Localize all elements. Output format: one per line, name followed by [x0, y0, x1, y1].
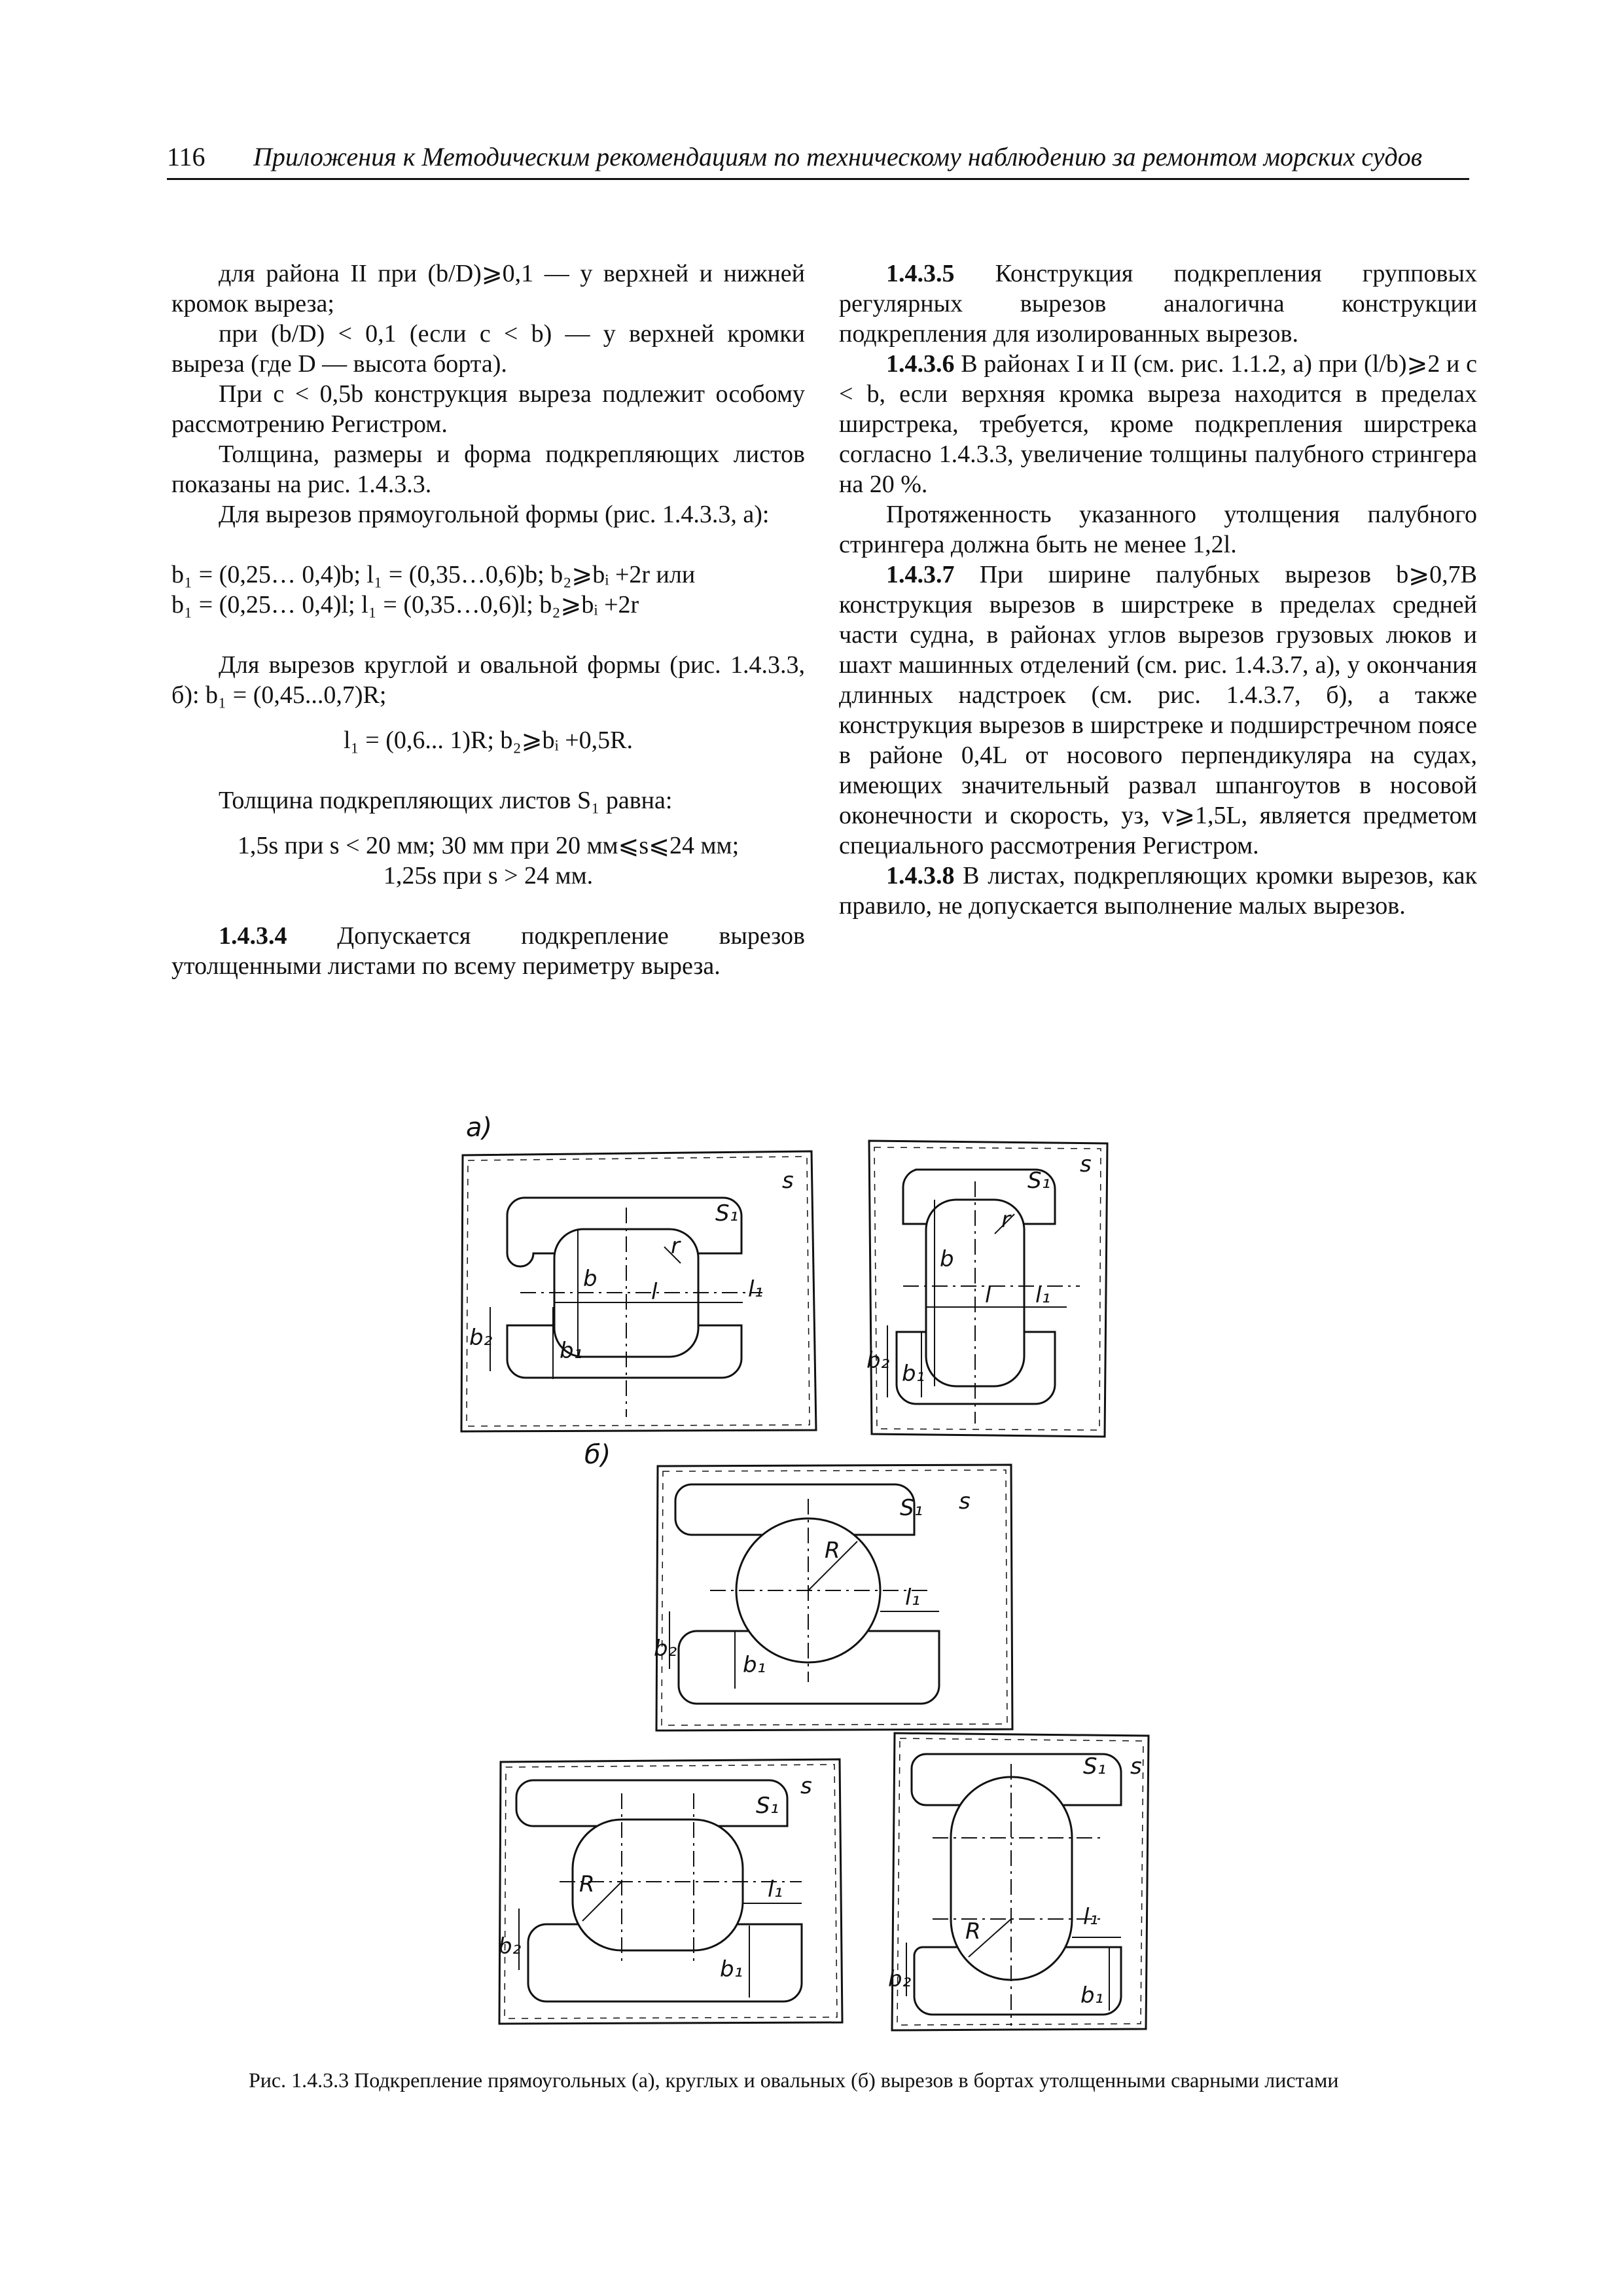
label-l: l — [651, 1279, 658, 1305]
paragraph: при (b/D) < 0,1 (если c < b) — у верхней кромки выреза (где D — высота борта). — [171, 320, 805, 378]
right-column — [839, 259, 1477, 921]
figure-a-rect-horizontal — [455, 1142, 821, 1437]
label-b1: b₁ — [1080, 1982, 1104, 2009]
formula: 1,25s при s > 24 мм. — [383, 862, 594, 889]
label-r: r — [1001, 1207, 1010, 1233]
label-s: s — [1130, 1753, 1142, 1780]
label-l1: l₁ — [748, 1276, 764, 1302]
section-number: 1.4.3.6 — [886, 350, 955, 378]
label-b2: b₂ — [654, 1636, 677, 1662]
paragraph: Для вырезов круглой и овальной формы (рис. 1.4.3.3, б): b₁ = (0,45...0,7)R; — [171, 651, 805, 709]
label-b: b — [940, 1246, 954, 1272]
label-l1: l₁ — [1035, 1282, 1051, 1308]
section-paragraph: 1.4.3.5 Конструкция подкрепления групповых регулярных вырезов аналогична конструкции подкрепления для изолированных вырезов. — [839, 260, 1477, 348]
paragraph: При c < 0,5b конструкция выреза подлежит особому рассмотрению Регистром. — [171, 380, 805, 438]
formula: 1,5s при s < 20 мм; 30 мм при 20 мм⩽s⩽24 мм; — [237, 832, 740, 859]
figure-label-a: а) — [466, 1113, 493, 1143]
label-b2: b₂ — [498, 1933, 522, 1960]
section-number: 1.4.3.8 — [886, 862, 955, 889]
label-R: R — [965, 1918, 981, 1945]
header-title: Приложения к Методическим рекомендациям по техническому наблюдению за ремонтом морских судов — [253, 142, 1423, 171]
label-r: r — [671, 1233, 680, 1259]
oval-cutout — [573, 1820, 743, 1950]
label-R: R — [825, 1537, 840, 1564]
paragraph: Для вырезов прямоугольной формы (рис. 1.4.3.3, а): — [219, 501, 770, 528]
label-b1: b₁ — [720, 1956, 743, 1982]
figure-label-b: б) — [584, 1440, 611, 1470]
label-s1: S₁ — [715, 1200, 739, 1227]
paragraph: Толщина, размеры и форма подкрепляющих листов показаны на рис. 1.4.3.3. — [171, 440, 805, 498]
label-s: s — [782, 1168, 794, 1194]
figure-b-oval-horizontal — [494, 1754, 847, 2029]
formula: b₁ = (0,25… 0,4)l; l₁ = (0,35…0,6)l; b₂⩾bᵢ +2r — [171, 591, 639, 619]
paragraph: Толщина подкрепляющих листов S₁ равна: — [219, 787, 673, 814]
label-s1: S₁ — [900, 1495, 923, 1521]
paragraph: Протяженность указанного утолщения палубного стрингера должна быть не менее 1,2l. — [839, 501, 1477, 558]
label-R: R — [579, 1871, 595, 1897]
label-s: s — [959, 1488, 971, 1515]
label-b: b — [583, 1266, 597, 1292]
label-s1: S₁ — [1027, 1168, 1051, 1194]
figure-a-rect-vertical — [864, 1136, 1113, 1443]
label-s1: S₁ — [756, 1793, 779, 1819]
label-b1: b₁ — [902, 1361, 925, 1387]
label-b1: b₁ — [743, 1652, 766, 1678]
running-header — [167, 136, 1469, 182]
label-b1: b₁ — [560, 1338, 583, 1364]
figure-b-oval-vertical — [887, 1728, 1155, 2036]
section-number: 1.4.3.5 — [886, 260, 955, 287]
paragraph: для района II при (b/D)⩾0,1 — у верхней и нижней кромок выреза; — [171, 260, 805, 317]
section-paragraph: 1.4.3.7 При ширине палубных вырезов b⩾0,7B конструкция вырезов в ширстреке в пределах средней части судна, в районах углов вырезов грузовых люков и шахт машинных отделений (см. рис. 1.4.3.7, а), у окончания длинных надстроек (см. рис. 1.4.3.7, б), а также конструкция вырезов в ширстреке и подширстречном поясе в районе 0,4L от носового перпендикуляра на судах, имеющих значительный развал шпангоутов в носовой оконечности и скорость, уз, v⩾1,5L, является предметом специального рассмотрения Регистром. — [839, 561, 1477, 859]
formula: b₁ = (0,25… 0,4)b; l₁ = (0,35…0,6)b; b₂⩾bᵢ +2r или — [171, 561, 696, 588]
label-b2: b₂ — [866, 1348, 890, 1374]
section-number: 1.4.3.7 — [886, 561, 955, 588]
label-s1: S₁ — [1083, 1753, 1107, 1780]
section-paragraph: 1.4.3.6 В районах I и II (см. рис. 1.1.2, а) при (l/b)⩾2 и c < b, если верхняя кромка выреза находится в пределах ширстрека, требуется, кроме подкрепления ширстрека согласно 1.4.3.3, увеличение толщины палубного стрингера на 20 %. — [839, 350, 1477, 498]
label-b2: b₂ — [469, 1325, 493, 1351]
label-s: s — [800, 1773, 812, 1799]
label-l1: l₁ — [1083, 1904, 1099, 1930]
label-b2: b₂ — [888, 1966, 912, 1992]
label-l: l — [985, 1282, 991, 1308]
section-paragraph: 1.4.3.8 В листах, подкрепляющих кромки вырезов, как правило, не допускается выполнение малых вырезов. — [839, 862, 1477, 920]
label-l1: l₁ — [905, 1585, 921, 1611]
section-number: 1.4.3.4 — [219, 922, 287, 950]
figure-b-round — [651, 1460, 1018, 1734]
figure-caption: Рис. 1.4.3.3 Подкрепление прямоугольных (а), круглых и овальных (б) вырезов в бортах утолщенными сварными листами — [249, 2068, 1339, 2092]
label-l1: l₁ — [768, 1876, 783, 1903]
header-rule — [167, 178, 1469, 180]
formula: l₁ = (0,6... 1)R; b₂⩾bᵢ +0,5R. — [343, 726, 633, 754]
page-number: 116 — [167, 142, 205, 171]
left-column — [171, 259, 805, 981]
label-s: s — [1080, 1151, 1092, 1177]
section-paragraph: 1.4.3.4 Допускается подкрепление вырезов утолщенными листами по всему периметру выреза. — [171, 922, 805, 980]
